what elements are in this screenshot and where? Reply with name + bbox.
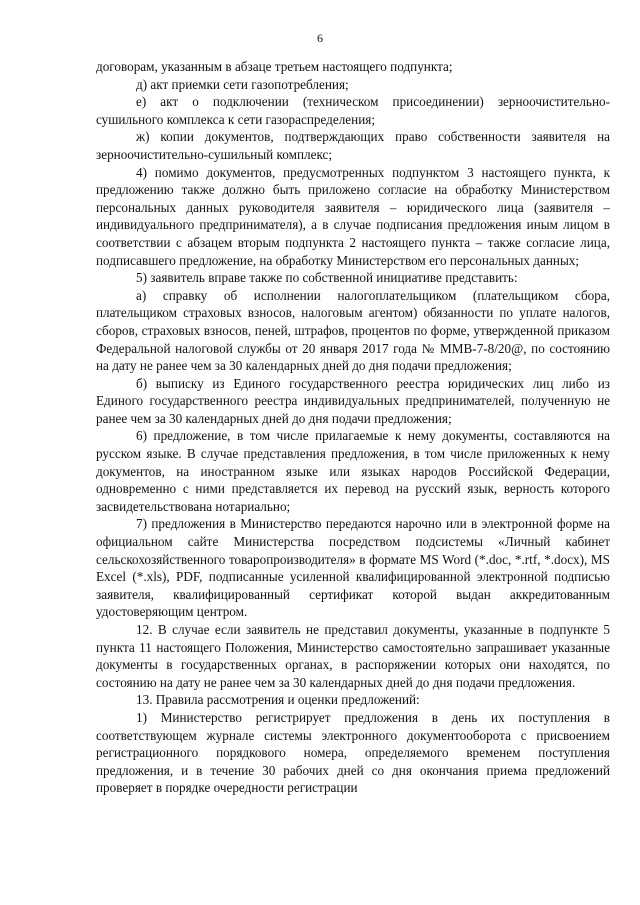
page-number: 6 bbox=[317, 31, 323, 45]
paragraph: е) акт о подключении (техническом присоединении) зерноочистительно-сушильного комплекса к сети газораспределения; bbox=[96, 94, 610, 127]
paragraph: 7) предложения в Министерство передаются нарочно или в электронной форме на официальном сайте Министерства посредством подсистемы «Личный кабинет сельскохозяйственного товаропроизводителя» в формате MS Word (*.doc, *.rtf, *.docx), MS Excel (*.xls), PDF, подписанные усиленной квалифицированной электронной подписью заявителя, квалифицированный сертификат которой выдан аккредитованным удостоверяющим центром. bbox=[96, 516, 610, 620]
paragraph: 4) помимо документов, предусмотренных подпунктом 3 настоящего пункта, к предложению также должно быть приложено согласие на обработку Министерством персональных данных руководителя заявителя – юридического лица (заявителя – индивидуального предпринимателя), а в случае подписания предложения иным лицом в соответствии с абзацем вторым подпункта 2 настоящего пункта – также согласие лица, подписавшего предложение, на обработку Министерством его персональных данных; bbox=[96, 164, 610, 268]
paragraph: б) выписку из Единого государственного реестра юридических лиц либо из Единого государственного реестра индивидуальных предпринимателей, полученную не ранее чем за 30 календарных дней до дня подачи предложения; bbox=[96, 375, 610, 426]
paragraph: 5) заявитель вправе также по собственной инициативе представить: bbox=[136, 270, 518, 286]
paragraph: договорам, указанным в абзаце третьем настоящего подпункта; bbox=[96, 59, 453, 74]
paragraph: 1) Министерство регистрирует предложения в день их поступления в соответствующем журнале системы электронного документооборота с присвоением регистрационного порядкового номера, определяемого временем поступления предложения, и в течение 30 рабочих дней со дня окончания приема предложений проверяет в порядке очередности регистрации bbox=[96, 709, 610, 796]
paragraph: д) акт приемки сети газопотребления; bbox=[136, 76, 349, 92]
document-body bbox=[96, 58, 610, 797]
paragraph: ж) копии документов, подтверждающих право собственности заявителя на зерноочистительно-сушильный комплекс; bbox=[96, 129, 610, 162]
paragraph: 13. Правила рассмотрения и оценки предложений: bbox=[136, 692, 420, 708]
paragraph: а) справку об исполнении налогоплательщиком (плательщиком сбора, плательщиком страховых взносов, налоговым агентом) обязанности по уплате налогов, сборов, страховых взносов, пеней, штрафов, процентов по форме, утвержденной приказом Федеральной налоговой службы от 20 января 2017 года № ММВ-7-8/20@, по состоянию на дату не ранее чем за 30 календарных дней до дня подачи предложения; bbox=[96, 287, 610, 374]
paragraph: 12. В случае если заявитель не представил документы, указанные в подпункте 5 пункта 11 настоящего Положения, Министерство самостоятельно запрашивает указанные документы в государственных органах, в распоряжении которых они находятся, по состоянию на дату не ранее чем за 30 календарных дней до дня подачи предложения. bbox=[96, 622, 610, 690]
paragraph: 6) предложение, в том числе прилагаемые к нему документы, составляются на русском языке. В случае представления предложения, в том числе приложенных к нему документов, на иностранном языке или языках народов Российской Федерации, одновременно с ними представляется их перевод на русский язык, верность которого засвидетельствована нотариально; bbox=[96, 428, 610, 514]
